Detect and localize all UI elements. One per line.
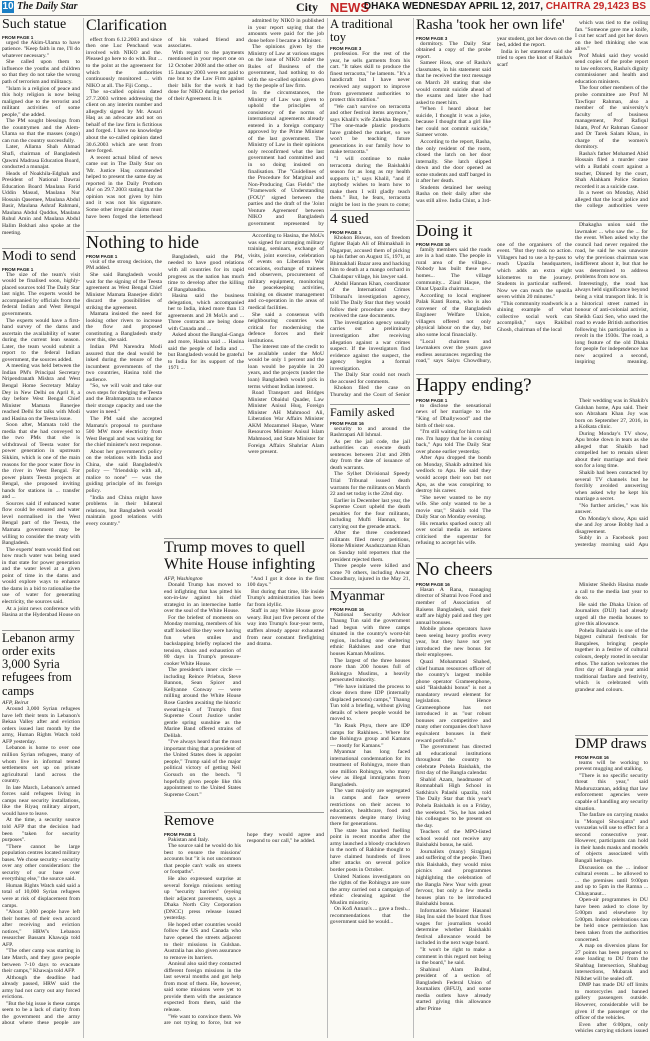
paragraph: family members said the roads are in a bad state. The people in rural area of the village... Nobody has built these new homes... The village community... Ziaul Haque, the Dinat Upazila chairman... — [416, 246, 491, 293]
paragraph: Donald Trump has moved to end infighting that has pitted his son-in-law against his chief strategist in an internecine battle over the soul of the White House. — [164, 582, 241, 615]
article-body — [575, 398, 648, 556]
headline: Family asked — [330, 406, 395, 419]
paragraph: The source said he would do his best to ensure the missions' accounts but "it is not uncommon that people can't walk on streets or footpaths". — [164, 843, 241, 876]
source-line: FROM PAGE 1 — [2, 34, 34, 40]
paragraph: He said the Dhaka Union of Journalists (DUJ) had already urged all the media houses to give this allowance. — [575, 601, 648, 628]
paper-name: The Daily Star — [17, 1, 78, 12]
headline: DMP draws — [575, 737, 647, 752]
masthead — [0, 0, 650, 15]
article-nothing-to-hide-continued — [248, 233, 324, 535]
paragraph: According to local engineer Palak Kanti Roma, who is also convener of the Bangladesh Engineer Welfare Union, villagers offered not only physical labour on the day, but also some local financially. — [416, 292, 491, 338]
article-body — [86, 37, 244, 227]
paragraph: With regard to the payments mentioned in your report one on 12 October 2008 and the other on 15 January 2003 were not paid to me but to the Law Firm against their bills for the work it had done for NIKO during the period of their Agreement. It is — [168, 49, 244, 102]
paragraph: Lebanon is home to over one million Syrian refugees, many of whom live in informal tented settlements set up on private agricultural land across the country. — [2, 745, 80, 785]
headline: Lebanon army order exits 3,000 Syria refugees from camps — [2, 632, 75, 698]
article-no-cheers-continued — [575, 582, 648, 732]
paragraph: According to the report, Rasha, the only resident of the room, closed the latch on her door internally. She latch slipped down and the door opened as some students and staff barged in it after her death. — [416, 138, 491, 185]
source-line: FROM PAGE 3 — [416, 35, 448, 41]
divider — [416, 558, 648, 559]
paragraph: "Islam is a religion of peace and this holy religion is now being maligned due to the terrorist and militant activities of some people," she added. — [2, 85, 80, 118]
source-line: FROM PAGE 1 — [86, 253, 118, 259]
article-body — [86, 254, 244, 534]
paragraph: Indian PM Narendra Modi assured that the deal would be inked during the tenure of the incumbent governments of the two countries, Hasina told the audience. — [86, 344, 162, 383]
headline: Doing it — [416, 222, 473, 240]
column-rule — [83, 18, 84, 1038]
paragraph: Earlier in December last year, the Supreme Court upheld the death penalties for the four militants, including Mufti Hannan, for carrying out the grenade attack. — [330, 497, 410, 530]
paragraph: The vast majority are segregated in camps and face severe restrictions on their access to education, healthcare, food and movements despite many living there for generations. — [330, 788, 410, 828]
paragraph: Interestingly, the road has always held significance beyond being a vital transport link. It is a historical street named in honour of anti-colonial activist, Sheikh Gazi Sen, who used the road to evade British authorities following his participation in a revolt in the 1930s. The road, a long feature of the old Dhaka for people for independence has now acquired a second, inspiring meaning. — [575, 280, 648, 366]
paragraph: "In Rauk Phyu, there are IDP camps for Rakhines... Where for the Rohingya group and Kamans — mostly for Kamans." — [330, 722, 410, 749]
divider — [575, 735, 648, 736]
headline: Modi to send — [2, 250, 76, 264]
divider — [86, 231, 324, 232]
paragraph: teams will be working to prevent mugging and stalking. — [575, 759, 648, 773]
paragraph: National Security Advisor Thaung Tun said the government had begun with three camps situated in the country's worst-hit region, including one sheltering ethnic Rakhines and one that houses Kaman Muslims. — [330, 611, 410, 657]
paragraph: "We want to convince them. We are not trying to force, but we hope they would agree and respond to our call," he added. — [164, 831, 324, 1027]
paragraph: Shahinul Alam Bulbul, president of a section of Bangladesh Federal Union of Journalists (BFUJ), and some media outlets have already started giving this allowance after Prime — [416, 966, 491, 1012]
headline: Myanmar — [330, 590, 385, 604]
paragraph: The experts' team would find out how much water was being used in that state for power generation and the water level at a given point of time in the dams and would explore ways to enhance the dams in a bid to rationalise the use of water for generating electricity, the sources said. — [2, 546, 80, 606]
article-doing-it — [416, 222, 572, 372]
paragraph: The state has marked fuelling point in recent months after the army launched a bloody crackdown in the north of Rakhine thought to have claimed hundreds of lives after attacks on several police border posts in October. — [330, 827, 410, 874]
paragraph: "But the big issue is these camps seem to be a lack of clarity from the government and the army about where these people are — [2, 1000, 80, 1027]
article-body — [575, 222, 648, 372]
headline: No cheers — [416, 560, 493, 580]
paragraph: She said a consensus with neighbouring countries was critical for modernising the defence forces and their institutions. — [248, 311, 324, 344]
divider — [416, 220, 648, 221]
paragraph: profession. For the rest of the year, he sells garments from his cart. "It takes skill to produce the finest terracotta," he laments. "It's a handicraft but I have never received any support to improve from government authorities to protect this tradition." — [330, 51, 410, 104]
paragraph: United Nations investigators on the rights of the Rohingya are sure the army carried out a campaign of ethnic cleansing against the Muslim minority. — [330, 873, 410, 906]
paragraph: "India and China might have problems in their bilateral relations, but Bangladesh would maintain good relations with every country." — [86, 494, 162, 527]
paragraph: India in her statement said she tried to open the knot of Rasha's scarf — [497, 48, 572, 68]
paragraph: He hoped other countries would follow the US and Canada who have opened the streets adjacent to their missions in Gulshan. Australia has also given assurance to remove its barriers. — [164, 921, 241, 961]
paragraph: The government has directed all educational institutions throughout the country to celebrate Pohela Baishakh, the first day of the Bangla calendar. — [416, 744, 491, 777]
paragraph: Their wedding was in Shakib's Gulshan home, Apu said. Their son Abraham Khan Joy was born on September 27, 2016, in a Kolkata clinic. — [575, 398, 648, 431]
paragraph: The Daily Star could not reach the accused for comments. — [330, 372, 410, 385]
paragraph: The investigation agency usually carries out a preliminary investigation after receiving allegation against a war crimes suspect. If the investigators find evidence against the suspect, the agency begins a formal investigation. — [330, 319, 410, 372]
paragraph: Minister Sheikh Hasina made a call to the media last year to do so. — [575, 582, 648, 602]
paragraph: For the briefest of moments on Monday morning, members of his staff looked like they were having fun when smiles and backslapping briefly replaced the tension, chaos and exhaustion of 80 days in Trump's pressure-cooker White House. — [164, 614, 241, 667]
paragraph: Pakistan and Italy. — [168, 836, 210, 843]
date-bangla: CHAITRA 29,1423 BS — [545, 1, 646, 12]
source-line: FROM PAGE 16 — [575, 754, 609, 760]
paragraph: In the circumstances, the Ministry of Law was given to uphold the principles of consistency of the norms of international agreements already entered in a foreign company approved by the Prime Minister of the last government. The Ministry of Law in their opinions only reconfirmed what the last government had committed and in so doing insisted on finalisation. The "Guidelines of the Procedure for Marginal and Non-Producing Gas Fields" the "Framework of Understanding (FOU)" signed between the parties and the draft of the 'Joint Venture Agreement' between NIKO and Bangladesh government represented by — [248, 90, 324, 227]
paragraph: He also expressed surprise at several foreign missions setting up "security barriers" (eyeing their adjacent pavements, says a Dhaka North City Corporation (DNCC) press release issued yesterday. — [164, 876, 241, 922]
paragraph: Teachers of the MPO-listed school would not receive any Baishakhi bonus, he said. — [416, 829, 491, 849]
paragraph: On Monday's show, Apu said she and Joy arose Bobby had a disagreement. — [575, 515, 648, 535]
agency-line: AFP, Washington — [164, 575, 203, 582]
paragraph: "No further articles," was his answer. — [575, 502, 648, 516]
paragraph: The opinions given by the Ministry of Law at various stages on the issue of NIKO under the Rules of Business of the government, had nothing to do with the so-called opinions given by the people of law firm. — [248, 44, 324, 90]
paragraph: After Apu dropped the bomb on Monday, Shakib admitted his wedlock to Apu. He said they would accept their son but not Apu, as she was conspiring to destroy his career. — [416, 455, 491, 495]
paragraph: The Sylhet Divisional Speedy Trial Tribunal issued death warrants for the militants on March 22 and set today is the 22nd day. — [330, 471, 410, 498]
paragraph: Students detained her seeing Rasha on their daily after she was still alive. India Chint, a 3rd-year student, got her down on the bed, added the report. — [416, 35, 572, 204]
paragraph: dormitory. The Daily Star obtained a copy of the probe report. — [416, 40, 491, 60]
paragraph: "Local chairmen and lawmakers over the years gave endless assurances regarding the road," says Saiyu Chowdhury, one of the organisers of the event. "But they took no action. Villagers had to use a by-pass to reach Upazila headquarters, which adds an extra eight kilometres to the journey. Students in particular suffered. Now we can reach the upazila seven within 20 minutes." — [416, 241, 572, 365]
paragraph: Abdul Hannan Khan, coordinator of the International Crimes Tribunal's investigation agency, told The Daily Star that they would follow their procedure once they received the case documents. — [330, 280, 410, 320]
article-such-statue — [2, 18, 80, 246]
article-body — [2, 700, 80, 1030]
section-tag: NEWS — [330, 0, 369, 15]
divider — [164, 812, 324, 813]
paragraph: Bangladesh, said the PM, needed to have good relations with all countries for its rapid progress as the nation has much time to develop after the killing of Bangabandhu. — [168, 253, 244, 293]
paragraph: security to and around the Rashtrapati All Ishmal. — [330, 425, 410, 439]
dateline — [364, 1, 646, 12]
paragraph: About her government's policy on the relations with India and China, she said Bangladesh's policy — "friendship with all, malice to none" — was the guiding principle of its foreign policy. — [86, 448, 162, 495]
paragraph: "She never wanted to be my wife. She only wanted to be a movie star," Shakib told The Daily Star on Monday evening. — [416, 494, 491, 521]
article-remove — [164, 814, 324, 1038]
article-lebanon — [2, 632, 80, 1038]
article-body — [416, 242, 572, 370]
paragraph: Hasan A Rana, managing director of Shatrai Ivoo Food and member of Association of Raisens Bangladesh, said their staff are highly paid and they get annual bonuses. — [416, 586, 491, 626]
article-body — [330, 46, 410, 208]
paragraph: The four other members of the probe committee are Prof M Tawfiqur Rahman, also a member of the university's faculty of business management, Prof Rafiqul Islam, Prof Ar Rahman Ganoor and Dr Tarek Salam Khan, in charge of the women's dormitory. — [575, 85, 648, 151]
paragraph: At the time, a security source told AFP that the decision had been "taken for security purposes". — [2, 817, 80, 844]
article-body — [575, 755, 648, 1038]
paragraph: Asked about the Banglai-Ganga and more, Hasina said ... Hasina said the people of India and ... but Bangladesh would be grateful to India for its support of the 1971 ... — [168, 332, 244, 372]
divider — [2, 630, 80, 631]
article-body — [416, 398, 572, 554]
paragraph: Rasha's father Mohamed Abid Hossain filed a murder case with a Batlabi court against a teacher, Dinned by the court, Shah Alahkam Police Station recorded it as a suicide case. — [575, 150, 648, 190]
divider — [416, 374, 648, 375]
article-happy-ending-continued — [575, 398, 648, 556]
paragraph: Later, Allama Shah Ahmad Shafi, chairman of Bangladesh Qawmi Madrasa Education Board, conducted a munajat. — [2, 144, 80, 171]
paragraph: During Monday's TV show, Apu broke down in tears as she alleged that Shakib had compelled her to remain silent about their marriage and their son for a long time. — [575, 430, 648, 470]
paragraph: Journalists (many) Sirajganj and suffering of the people. Then this Baishakh, they would miss picnics and programmes highlighting the celebration of the Bangla New Year with great fervour, but only a few media houses plan to be introduced Baishakhi bonus. — [416, 848, 491, 908]
paragraph: visit of the strong decision, the PM added. — [86, 258, 162, 272]
paragraph: Myanmar has long faced international condemnation for its treatment of Rohingya, more than one million Rohingya, who many view as illegal immigrants from Bangladesh. — [330, 749, 410, 788]
paragraph: Open-air programmes in DU have been asked to close by 5:00pm and elsewhere by 5:00pm. Indoor celebrations can be held once permission has been taken from the authorities concerned. — [575, 897, 648, 943]
headline: Trump moves to quell White House infighting — [164, 540, 316, 573]
paragraph: which was tied to the ceiling fan. "Someone gave me a knife, I cut her scarf and got her down on the bed thinking she was alive." — [575, 20, 648, 53]
paragraph: Staff in any White House grow weary. But just five percent of the way into Trump's four-year term, staffers already appear exhausted from near constant firefighting and drama. — [247, 608, 324, 648]
article-body — [164, 832, 324, 1036]
article-modi-to-send — [2, 250, 80, 628]
agency-line: AFP, Beirut — [2, 699, 29, 706]
paragraph: Mamata insisted the need for looking other rivers to increase the flow and proposed constituting a Bangladesh study over this, she said. — [86, 311, 162, 344]
headline: A traditional toy — [330, 18, 393, 45]
section-name: City — [296, 0, 318, 14]
paragraph: Pohela Baishakh is one of the biggest cultural festivals for Bangalees, bringing people together in a festive of cultural colours, deeply rooted in secular ethos. The nation welcomes the first day of Bangla year amid traditional fanfare and festivity, which is celebrated with grandeur and colours. — [575, 627, 648, 693]
paragraph: "When I heard about her suicide, I thought it was a joke, because I thought that a girl like her could not commit suicide," Sameer wrote. — [416, 106, 491, 139]
paragraph: Soon after, Mamata told the media that she had conveyed to the two PMs that she is withdrawal of Teesta water for power generation in upstream Sikkim, which is one of the main reasons for the poor water flow in the river in West Bengal. For power plants Teesta projects at Bengal, she proposed inviting hands for stations in ... transfer and ... — [2, 422, 80, 501]
article-happy-ending — [416, 376, 572, 556]
article-body — [2, 267, 80, 625]
divider — [330, 210, 410, 211]
paragraph: Shakib had been contacted by several TV channels but he forcibly avoided answering when asked why he kept his marriage a secret. — [575, 470, 648, 503]
article-body — [330, 607, 410, 1037]
paragraph: The experts would have a first-hand survey of the dams and ascertain the availability of water during the current lean season. Later, the team would submit a report to the federal Indian government, the sources added. — [2, 317, 80, 363]
headline: Remove — [164, 814, 214, 829]
paragraph: Road Transport and Bridges Minister Obaidul Quader, Law Minister Anisul Huq, Foreign Minister AH Mahmood Ali, Liberation War Affairs Minister AKM Mozammel Haque, Water Resources Minister Anisul Islam Mahmood, and State Minister for Foreign Affairs Shahriar Alam were present. — [248, 390, 324, 456]
source-line: FROM PAGE 16 — [330, 606, 364, 612]
divider — [164, 538, 324, 539]
paragraph: Three people were killed and some 70 others, including Anwar Choudhury, injured in the May 21, — [330, 563, 410, 583]
paragraph: The president's inner circle — including Reince Priebus, Steve Bannon, Sean Spicer and Kellyanne Conway — were milling around the White House Rose Garden awaiting the historic swearing-in of Trump's first Supreme Court Justice under gentle spring sunshine as the Marine Band offered strains of Delilah. — [164, 667, 241, 739]
article-body — [248, 18, 324, 228]
paragraph: "There cannot be large population centres located military bases. We chose security - security over any other consideration: the security of our base over everything else," the source said. — [2, 843, 80, 883]
paragraph: She called upon them to influence the youths and children so that they do not take the wrong path of terrorism and militancy. — [2, 59, 80, 85]
source-line: FROM PAGE 16 — [330, 420, 364, 426]
paragraph: Although the deadline had already passed, HRW said the army had not carry out any forced evictions. — [2, 974, 80, 1001]
headline: Happy ending? — [416, 376, 532, 396]
paragraph: His remarks sparked outcry all over social media as netizens criticised the superstar for refusing to accept his wife. — [416, 520, 491, 547]
masthead-rule — [0, 15, 650, 16]
paragraph: "I will continue to make terracotta during the Baishakhi season for as long as my health supports it," says Khalil, "and if anybody wishes to learn how to make them I will gladly teach them." But, he fears, terracotta might be lost in the years to come; — [330, 156, 410, 208]
paragraph: Around 3,000 Syrian refugees have left their tents in Lebanon's Bekaa Valley after and eviction orders issued last month by the army, Human Rights Watch told AFP yesterday. — [2, 706, 80, 745]
paragraph: The PM sought blessings from the countrymen and the Alem-Ulama so that the masses (ongo) can run the country successfully. — [2, 118, 80, 144]
article-body — [2, 35, 80, 243]
article-family-asked — [330, 406, 410, 586]
paragraph: "There is no specific security threat this year," said Maduruzzaman, adding that law enforcement agencies were capable of handling any security situation. — [575, 772, 648, 812]
article-body — [164, 576, 324, 802]
article-dmp-draws — [575, 737, 648, 1038]
article-doing-it-continued — [575, 222, 648, 372]
article-body — [416, 36, 572, 216]
paragraph: Khokon Biswas, son of freedom fighter Bajab Ali of Bhimakhali in Nagarpur, accused them of picking up his father on August 15, 1971, at Bhimakhali Bazar area and hacking him to death at a mango orchard in Chaidapur village, his lawyer said. — [330, 234, 410, 281]
paragraph: "It won't be right to make a comment in this regard not being in the board," he said. — [416, 947, 491, 967]
paragraph: effect from 6.12.2003 and since then one Luc Penchaud was involved with NIKO and the. Pleased go here to do with. But ... to the point at the agreement for which the authorities continuously monitored ... with NIKO at all. The Fiji Comp... — [86, 36, 162, 89]
date: DHAKA WEDNESDAY APRIL 12, 2017, — [363, 1, 543, 12]
paragraph: Sameer Hoss, one of Rasha's classmates, in his statement said that he received the text message on March 28 stating that she would commit suicide ahead of the exams and later she had asked to meet him. — [416, 60, 491, 106]
divider — [330, 588, 410, 589]
source-line: FROM PAGE 16 — [416, 241, 450, 247]
paragraph: Dhakagha union said the lawmaker ... who saw the ... for the event. When asked why the council had never repaired the road, he said he was unaware why the previous chairman was indifferent about it, but that he was determined to address problems from now on. — [575, 222, 648, 281]
paragraph: Hasina said the business delegation, which accompanied her to India, inked more than 13 agreements and 28 MoUs and ... Three contracts are being done with Canada and ... — [168, 293, 244, 332]
source-line: FROM PAGE 16 — [416, 581, 450, 587]
article-body — [575, 582, 648, 732]
article-four-sued — [330, 212, 410, 402]
divider — [330, 404, 410, 405]
paragraph: urged the Akim-Ulama to have patience. "Keep faith in me, I'll do whatever necessary." — [2, 39, 80, 59]
paragraph: Human Rights Watch said said a total of 10,000 Syrian refugees were at risk of displacement from camps. — [2, 882, 80, 909]
paragraph: "The other camp was starting in late March, and they gave people between 7-10 days to evacuate their camps," Khawaja told AFP. — [2, 948, 80, 975]
paragraph: As per the jail code, the jail authorities can execute death sentences between 21st and 28th day from the date of issuance of death warrants. — [330, 438, 410, 471]
article-clarification-continued — [248, 18, 324, 228]
article-body — [416, 582, 572, 1038]
paragraph: The PM said she accepted Mamata's proposal to purchase 500 MW more electricity from West Bengal and was waiting for the chief minister's next response. — [86, 416, 162, 449]
paragraph: After the three condemned militants filed mercy petitions, Home Minister Asaduzzaman Khan on Sunday told reporters that the president rejected them. — [330, 530, 410, 563]
paragraph: Discussion on the ... indoor cultural events ... be allowed to ... the premises until 9:00pm and up to 5pm in the Ramna ... Chhayanaut... — [575, 864, 648, 897]
paragraph: The size of the team's visit would be finalised soon, highly-placed sources told The Daily Star last night. The experts would be accompanied by officials from the federal Indian and West Bengal governments. — [2, 271, 80, 317]
paragraph: In late March, Lebanon's armed forces said refugees living in camps near security installations, like the Riyaq military airport, would have to leave. — [2, 784, 80, 817]
article-myanmar — [330, 590, 410, 1038]
paragraph: The so-called opinion dated 27.7.2003 written addressing the client on any interim number and allegedly signed by Mr. Ansari Haq as an advocate and not on behalf of the law firm is fictitious and forged. I have no knowledge about the so-called opinion dated 30.6.2003 which are sent from here forged. — [86, 89, 162, 155]
source-line: FROM PAGE 1 — [416, 397, 448, 403]
paragraph: But during that time, life inside Trump's administration has been far from idyllic. — [247, 588, 324, 608]
paragraph: "I'm still waiting for him to call me. I'm happy that he is coming back," Apu told The Daily Star over phone earlier yesterday. — [416, 429, 491, 455]
paragraph: "And I got it done in the first 100 days." — [247, 575, 324, 589]
article-clarification — [86, 18, 244, 228]
paragraph: "We can't survive on terracotta and other festival items anymore," says Khalil's wife Zulekha Begum. "The one-made plastic products have grabbed the market, so we won't be teaching future generations in our family how to make terracotta." — [330, 103, 410, 156]
paragraph: A recent actual blind of news came out in The Daily Star on 'Mr. Justice Haq commended helped to present the same day as reported in the Daily Prothom Alo' on 29.7.2003 stating that the opinion was not given by him and it was not his signature. Some other irregular claims must have been forged the letterhead of his valued friend and associates. — [86, 36, 244, 220]
headline: Such statue — [2, 18, 67, 32]
paragraph: Shahid Azam, headmaster of Romnabhali High School in Satkhira's Palashi upazila, told The Daily Star that this year's Pohela Baishakh is on a Friday, the weekend. "So, he has asked his colleagues to be present on the day. — [416, 776, 491, 829]
paragraph: According to Hasina, the MoUs was signed for arranging military training, seminars, exchange of visits, joint exercise, celebration of events on Liberation War occasions, exchange of trainees and observers, procurement of military equipment, monitoring the peacekeeping activities, training on disaster management and co-operation in the areas of medical facilities. — [248, 233, 324, 312]
paragraph: to disclose the sensational news of her marriage to the "King of Dhallywood" and the birth of their son. — [416, 402, 491, 429]
paragraph: "I've always heard that the most important thing that a president of the United States does is appoint people," Trump said of the major political victory of getting Neil Gorsuch on the bench. "I hopefully given people like this appointment to the United States Supreme Court." — [164, 739, 241, 798]
article-rasha — [416, 18, 572, 218]
paragraph: DMP has made DU off limits to motorcycles and banned gallery passengers outside. However, considerable will be given if the passenger or the officer of the vehicles. — [575, 982, 648, 1022]
paragraph: A map on diversion plans for 27 points has been prepared to ease loading to DU from the Shahbag Intersection, Shahbag intersections, Mubarak and Nilkhet will be sealed off. — [575, 943, 648, 982]
article-rasha-continued — [575, 20, 648, 218]
paragraph: Subly in a Facebook post yesterday morning said Apu — [575, 535, 648, 549]
headline: Clarification — [86, 18, 167, 34]
headline: 4 sued — [330, 212, 369, 227]
article-nothing-to-hide — [86, 233, 244, 535]
paragraph: The largest of the three houses more than 200 houses full of Rohingya Muslims, a heavily persecuted minority. — [330, 657, 410, 684]
source-line: FROM PAGE 1 — [330, 229, 362, 235]
paragraph: At a joint news conference with Hasina at the Hyderabad House on — [2, 605, 80, 619]
divider — [2, 248, 80, 249]
paragraph: Khokon filed the case on Thursday and the Court of Senior — [330, 385, 410, 398]
source-line: FROM PAGE 1 — [2, 266, 34, 272]
column-rule — [413, 18, 414, 1038]
paragraph: "We have initiated the process to close down three IDP (internally displaced persons) camps," Thaung Tun told a briefing, without giving details of where people would be moved to. — [330, 683, 410, 723]
paragraph: Annisul also said they contacted different foreign missions in the last several months and got help from most of them. He, however, said some missions were yet to provide them with the assistance expected from them, said the release. — [164, 961, 241, 1013]
article-body — [330, 421, 410, 585]
column-rule — [327, 18, 328, 1038]
paragraph: Prof Mukti said they would send copies of the probe report to law enforcers, Rasha's dignity commissioner and health and education ministers. — [575, 52, 648, 85]
paragraph: Mobile phone operators have been seeing heavy profits every year, but they have not yet introduced the new bonus for their employees. — [416, 626, 491, 659]
paragraph: Even after 6:00pm, only vehicles carrying stickers issued — [575, 1021, 648, 1035]
headline: Nothing to hide — [86, 233, 199, 252]
article-trump — [164, 540, 324, 810]
paragraph: The interest rate of the credit to be available under the MoU would be only 1 percent and the loan would be payable in 20 years, and the projects (under the loan) Bangladesh would pick in terms without Indian interest. — [248, 344, 324, 390]
source-line: FROM PAGE 3 — [330, 46, 362, 52]
paragraph: "So, we will wait and take our own steps for dredging the Teesta and the Brahmaputra to enhance their storage capacity and use the water in need." — [86, 383, 162, 416]
paragraph: "About 3,000 people have left their homes of their own accord after receiving and eviction notices," HRW's Lebanon researcher Bassam Khawaja told AFP. — [2, 909, 80, 948]
paragraph: A meeting was held between the Indian PM's Principal Secretary Nripendranath Mishra and West Bengal Home Secretary Malay Dey in New Delhi on April 8, a day before West Bengal Chief Minister Mamata Banerjee reached Delhi for talks with Modi and Hasina on the Teesta issue. — [2, 363, 80, 422]
article-body — [248, 233, 324, 535]
page-number: 10 — [2, 1, 14, 12]
paragraph: She said Bangladesh would wait for the signing of the Teesta agreement as West Bengal Chief Minister Mamata Banerjee didn't discard the possibilities of striking the agreement. — [86, 271, 162, 311]
article-no-cheers — [416, 560, 572, 1038]
paragraph: Quazi Mohammad Shahed, chief human resources officer of the country's largest mobile phone operator Grameenphone, said "Baishakhi bonus" is not a mandatory reward element for legislation. Hence Grameenphone has not introduced it as "our robust bonuses are competitive and many other companies don't have equivalent bonuses in their reward portfolio." — [416, 658, 491, 744]
paragraph: Sources said if enhanced water flow could be ensured and water level normalised in the West Bengal part of the Teesta, the Mamata government may be willing to consider the treaty with Bangladesh. — [2, 500, 80, 547]
headline: Rasha 'took her own life' — [416, 18, 565, 33]
source-line: FROM PAGE 1 — [164, 831, 196, 837]
paragraph: In a tweet on Monday, Abid alleged that the local police and the college authorities were — [575, 190, 648, 210]
article-traditional-toy — [330, 18, 410, 208]
paragraph: The fanfare on carrying masks in "Mongol Shovajatra" and vuvuzelas will use to effect for a second consecutive year. However, participants can hold in their hands masks and models of objects associated with Bangali heritage. — [575, 812, 648, 864]
paragraph: admitted by NIKO in published in your report saying that the amounts were paid for the job done before I became a Minister. — [248, 18, 324, 44]
paragraph: Heads of Noakhila-Edghah and President of National Dawrai Education Board Maulana Farid Uddin Masud, Maulana Nur Hossain Qasemee, Maulana Abdul Basir, Maulana Ashraf Rahmani, Maulana Abdul Quddus, Maulana Ruhul Amin and Maulana Abdul Halim Bokhari also spoke at the meeting. — [2, 170, 80, 236]
article-body — [330, 230, 410, 402]
paragraph: "This community roadwork is a shining example of what collective social work can accomplish," says Rakibul Ghosh, chairman of the local — [497, 300, 572, 333]
paragraph: On Kofi Annan's ... gave a fresh... recommendations that the government said he would... — [330, 906, 410, 926]
paragraph: Information Minister Hasanul Haq Inu said the board that fixes wages for journalists would determine whether Baishakhi festival allowance would be included in the next wage board. — [416, 907, 491, 947]
article-body — [575, 20, 648, 218]
